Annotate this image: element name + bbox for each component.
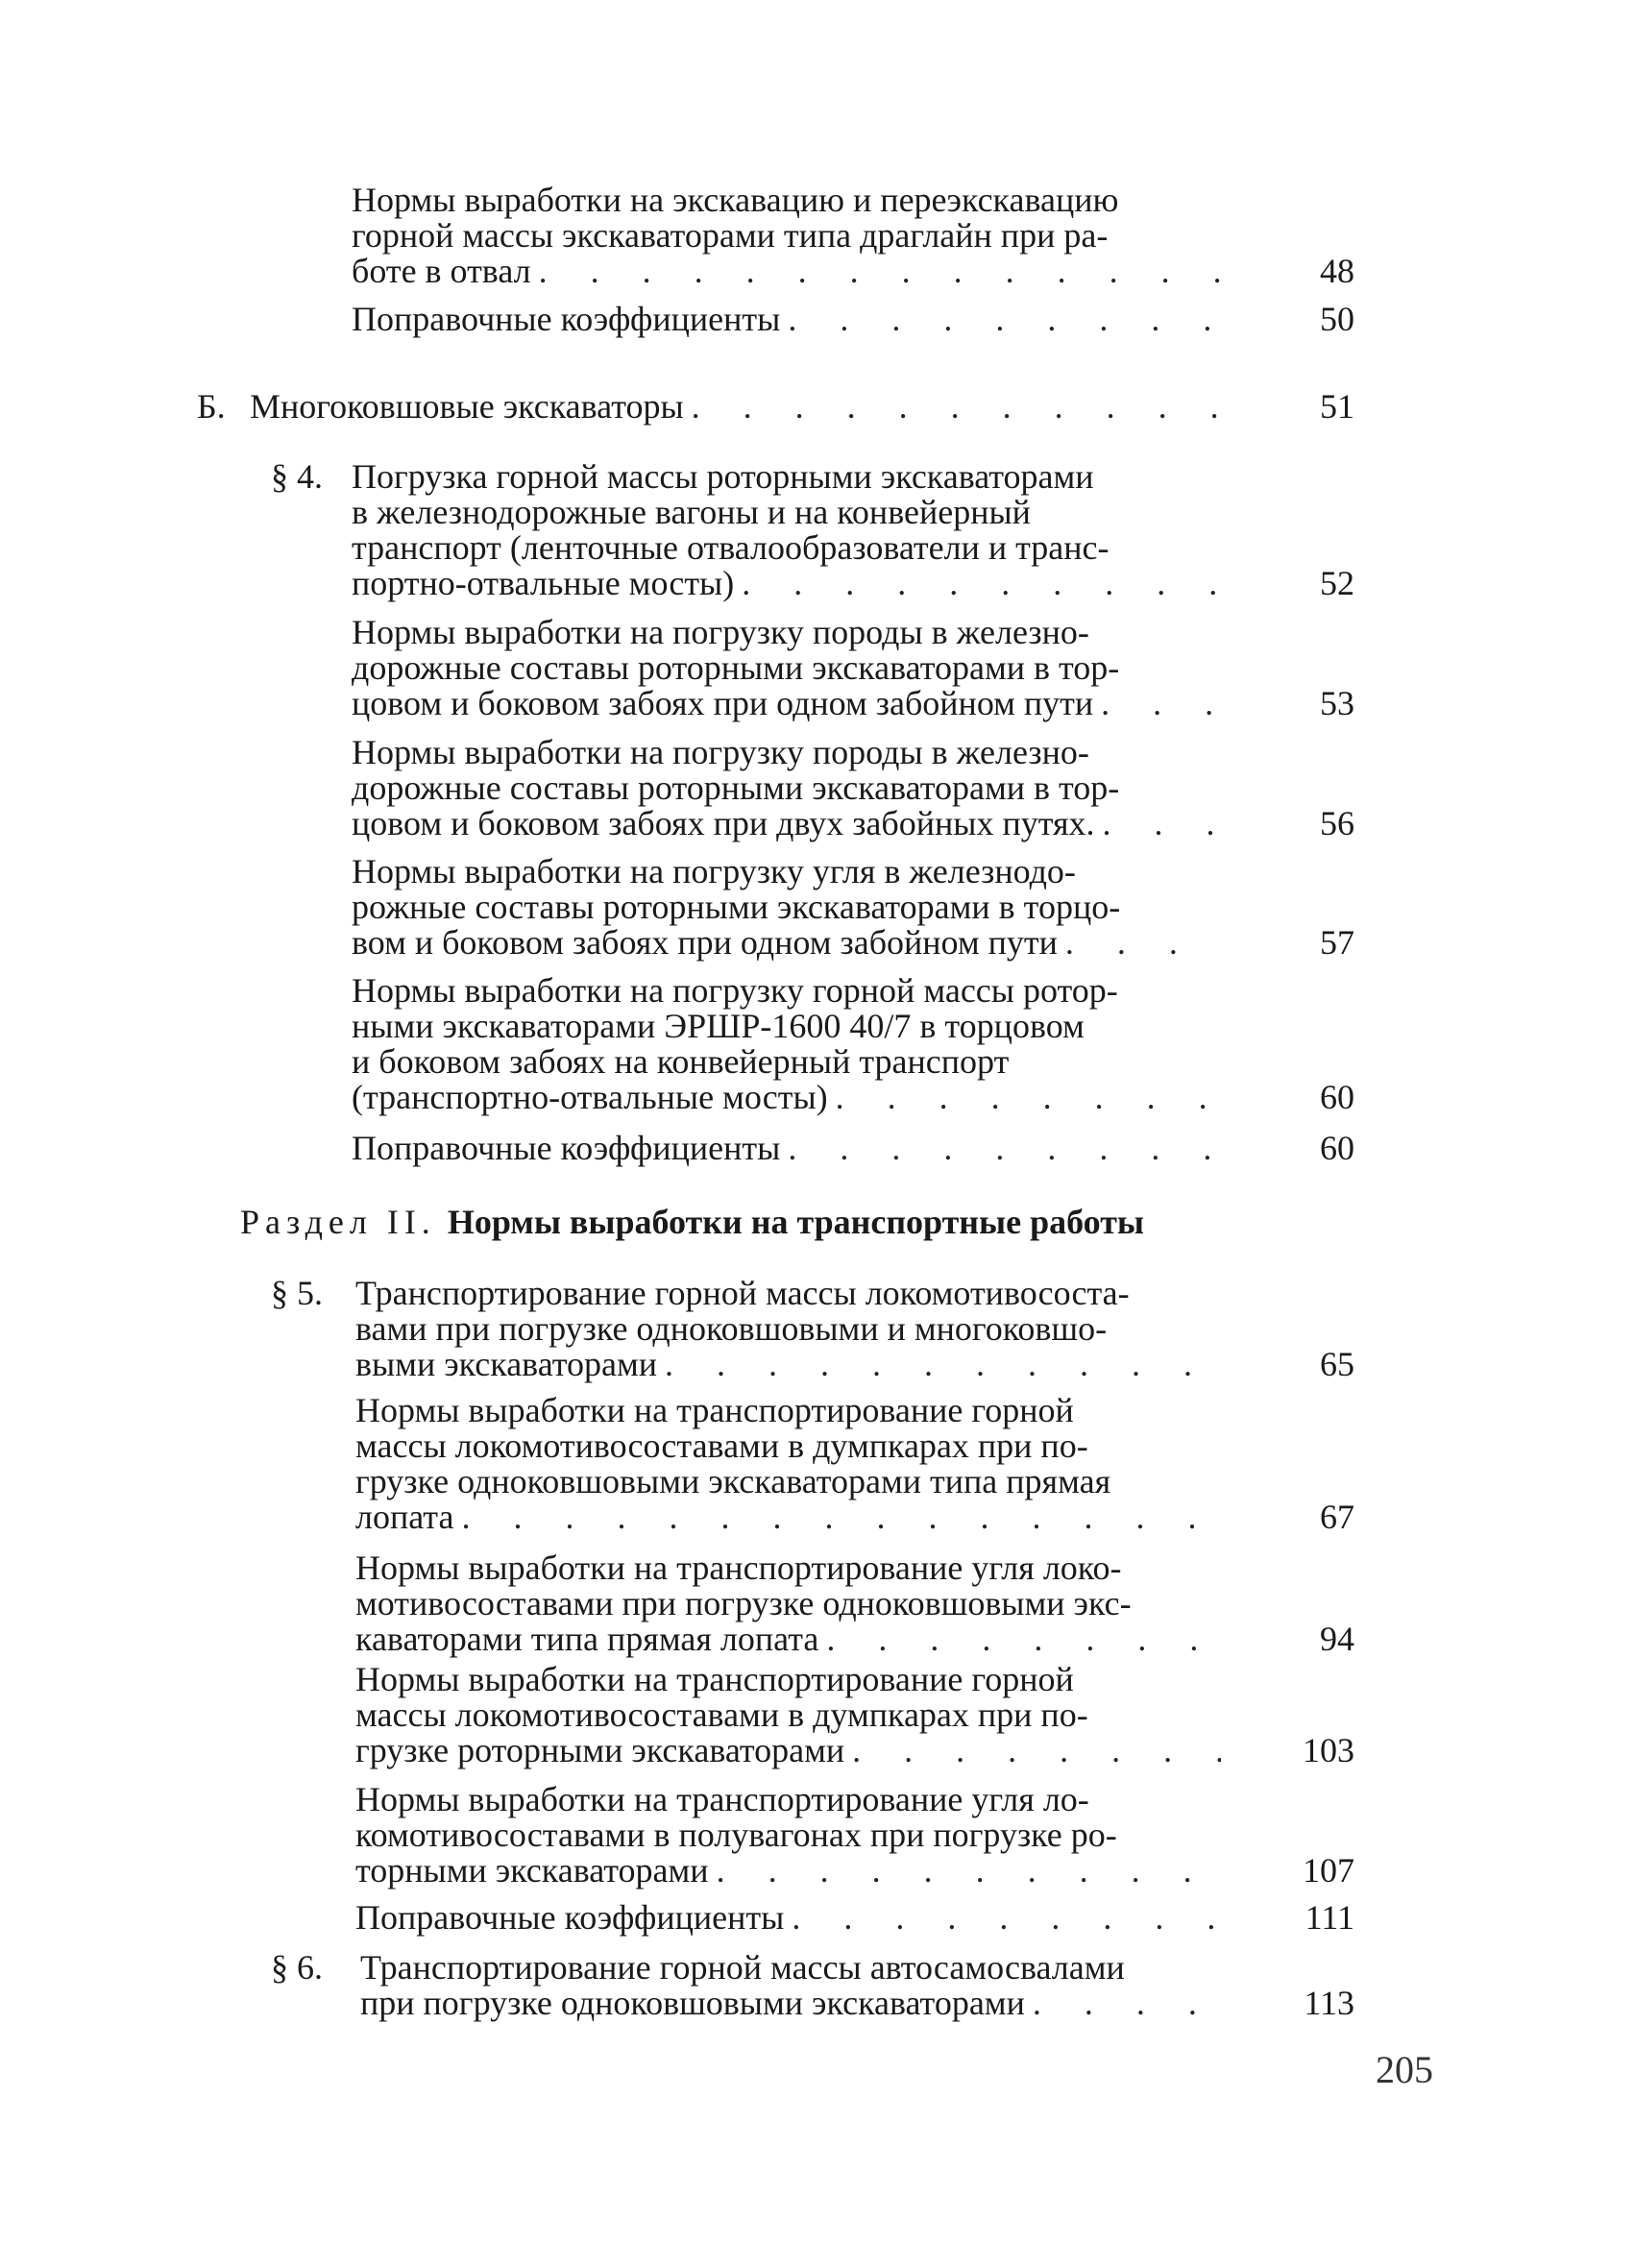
- toc-entry: [352, 854, 1221, 961]
- entry-last-line: (транспортно-отвальные мосты): [352, 1078, 828, 1116]
- dot-leader: [461, 1500, 1221, 1535]
- entry-line: Транспортирование горной массы локомотивососта-: [355, 1274, 1130, 1312]
- entry-marker: § 4.: [271, 457, 323, 496]
- entry-line: комотивосоставами в полувагонах при погрузке ро-: [355, 1816, 1117, 1854]
- section-label: Раздел II.: [240, 1203, 436, 1241]
- entry-last-line: Поправочные коэффициенты: [352, 300, 781, 338]
- dot-leader: [788, 1131, 1221, 1166]
- entry-last-line: вом и боковом забоях при одном забойном пути: [352, 923, 1058, 962]
- dot-leader: [692, 389, 1221, 425]
- entry-line: вами при погрузке одноковшовыми и многоковшо-: [355, 1309, 1108, 1348]
- dot-leader: [788, 302, 1221, 337]
- toc-entry: [352, 183, 1221, 289]
- page-number: 60: [1320, 1078, 1354, 1116]
- toc-entry: [355, 1662, 1221, 1768]
- page-number: 67: [1320, 1498, 1354, 1536]
- page-number: 94: [1320, 1620, 1354, 1658]
- dot-leader: [665, 1347, 1221, 1382]
- section-title: Нормы выработки на транспортные работы: [447, 1203, 1144, 1241]
- entry-last-line: боте в отвал: [352, 252, 531, 290]
- toc-entry: [352, 973, 1221, 1115]
- entry-line: массы локомотивосоставами в думпкарах при по-: [355, 1695, 1088, 1734]
- entry-last-line: каваторами типа прямая лопата: [355, 1620, 819, 1658]
- page-number: 52: [1320, 564, 1354, 602]
- entry-marker: § 6.: [271, 1948, 323, 1987]
- toc-entry: [352, 735, 1221, 841]
- toc-entry: [352, 302, 1221, 337]
- page-number: 65: [1320, 1345, 1354, 1383]
- page-number: 51: [1320, 387, 1354, 426]
- page-number: 113: [1304, 1984, 1354, 2022]
- entry-line: горной массы экскаваторами типа драглайн при ра-: [352, 216, 1109, 255]
- entry-line: массы локомотивосоставами в думпкарах при по-: [355, 1427, 1088, 1465]
- entry-last-line: Поправочные коэффициенты: [355, 1898, 785, 1937]
- toc-entry: [250, 389, 1221, 425]
- dot-leader: [1065, 925, 1221, 961]
- toc-entry: [352, 1131, 1221, 1166]
- entry-line: транспорт (ленточные отвалообразователи и транс-: [352, 528, 1110, 567]
- entry-line: Нормы выработки на транспортирование горной: [355, 1660, 1074, 1698]
- folio-page-number: 205: [1376, 2048, 1433, 2091]
- page-number: 57: [1320, 923, 1354, 962]
- entry-last-line: Поправочные коэффициенты: [352, 1129, 781, 1167]
- page-number: 48: [1320, 252, 1354, 290]
- page-number: 107: [1303, 1851, 1354, 1890]
- page-number: 53: [1320, 684, 1354, 722]
- toc-entry: [355, 1276, 1221, 1382]
- page-number: 56: [1320, 804, 1354, 842]
- dot-leader: [717, 1853, 1221, 1889]
- entry-last-line: цовом и боковом забоях при одном забойном пути: [352, 684, 1094, 722]
- dot-leader: [792, 1900, 1221, 1936]
- entry-line: грузке одноковшовыми экскаваторами типа прямая: [355, 1462, 1111, 1500]
- entry-marker: § 5.: [271, 1274, 323, 1312]
- entry-line: Нормы выработки на погрузку угля в железнодо-: [352, 852, 1076, 890]
- entry-last-line: выми экскаваторами: [355, 1345, 658, 1383]
- page-number: 111: [1305, 1898, 1354, 1937]
- entry-last-line: цовом и боковом забоях при двух забойных путях.: [352, 804, 1095, 842]
- toc-entry: [355, 1550, 1221, 1657]
- dot-leader: [1101, 686, 1221, 721]
- entry-last-line: торными экскаваторами: [355, 1851, 709, 1890]
- entry-line: и боковом забоях на конвейерный транспорт: [352, 1042, 1010, 1081]
- dot-leader: [1103, 806, 1221, 841]
- toc-entry: [355, 1782, 1221, 1889]
- entry-marker: Б.: [197, 387, 226, 426]
- entry-last-line: при погрузке одноковшовыми экскаваторами: [360, 1984, 1025, 2022]
- dot-leader: [852, 1733, 1221, 1768]
- entry-line: дорожные составы роторными экскаваторами в тор-: [352, 648, 1120, 687]
- page-number: 60: [1320, 1129, 1354, 1167]
- entry-line: Нормы выработки на погрузку породы в железно-: [352, 733, 1089, 771]
- entry-line: рожные составы роторными экскаваторами в торцо-: [352, 888, 1121, 926]
- entry-line: Нормы выработки на транспортирование угля локо-: [355, 1549, 1122, 1587]
- toc-entry: [352, 615, 1221, 721]
- toc-entry: [352, 459, 1221, 601]
- dot-leader: [742, 566, 1221, 601]
- toc-entry: [355, 1900, 1221, 1936]
- page-number: 103: [1303, 1731, 1354, 1769]
- entry-last-line: лопата: [355, 1498, 454, 1536]
- dot-leader: [836, 1080, 1221, 1115]
- toc-entry: [360, 1950, 1221, 2021]
- entry-line: Транспортирование горной массы автосамосвалами: [360, 1948, 1125, 1987]
- entry-line: Нормы выработки на транспортирование горной: [355, 1391, 1074, 1429]
- dot-leader: [826, 1622, 1221, 1657]
- entry-line: ными экскаваторами ЭРШР-1600 40/7 в торцовом: [352, 1007, 1085, 1045]
- entry-line: Нормы выработки на погрузку породы в железно-: [352, 613, 1089, 651]
- entry-line: в железнодорожные вагоны и на конвейерный: [352, 493, 1031, 531]
- entry-line: Нормы выработки на погрузку горной массы ротор-: [352, 971, 1118, 1010]
- entry-line: мотивосоставами при погрузке одноковшовыми экс-: [355, 1584, 1132, 1622]
- entry-line: дорожные составы роторными экскаваторами в тор-: [352, 768, 1120, 807]
- page-number: 50: [1320, 300, 1354, 338]
- dot-leader: [1033, 1986, 1221, 2021]
- entry-last-line: грузке роторными экскаваторами: [355, 1731, 845, 1769]
- toc-entry: [355, 1393, 1221, 1535]
- section-heading: [240, 1203, 1144, 1241]
- entry-line: Нормы выработки на экскавацию и переэкскавацию: [352, 181, 1119, 219]
- entry-last-line: Многоковшовые экскаваторы: [250, 387, 684, 426]
- entry-last-line: портно-отвальные мосты): [352, 564, 735, 602]
- entry-line: Погрузка горной массы роторными экскаваторами: [352, 457, 1094, 496]
- entry-line: Нормы выработки на транспортирование угля ло-: [355, 1780, 1089, 1818]
- dot-leader: [539, 254, 1221, 289]
